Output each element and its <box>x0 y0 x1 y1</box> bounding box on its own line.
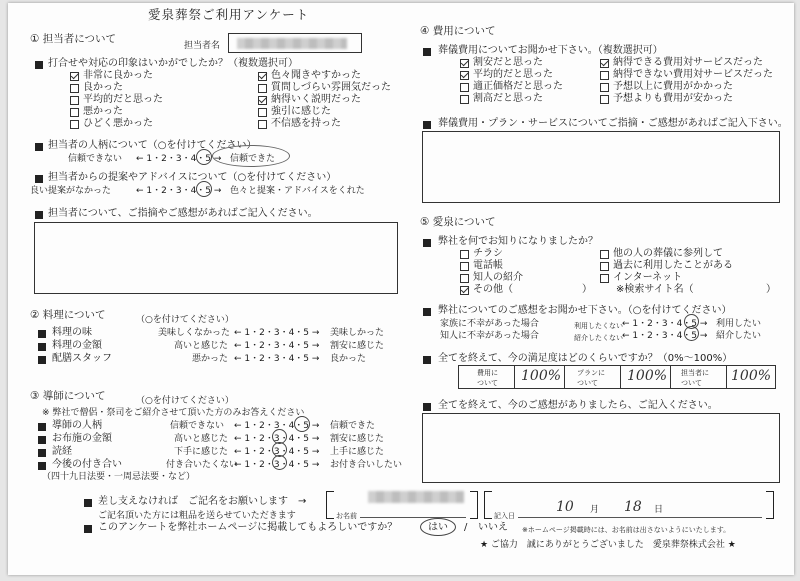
q-bullet <box>38 343 46 351</box>
s1-q4: 担当者について、ご指摘やご感想があればご記入ください。 <box>48 208 318 219</box>
s3-row2-scale[interactable]: ← 1・2・3・4・5 → <box>234 434 320 444</box>
day-value: 18 <box>624 499 642 515</box>
checkbox-easy-to-ask[interactable] <box>258 72 267 81</box>
s2-row1-left: 美味しくなかった <box>158 328 231 338</box>
s2-row3-scale[interactable]: ← 1・2・3・4・5 → <box>234 354 320 364</box>
opt-phonebook: 電話帳 <box>473 260 503 271</box>
answer-circle <box>420 518 456 536</box>
s1-heading: ① 担当者について <box>30 33 117 45</box>
thanks-line: ★ ご協力 誠にありがとうございました 愛泉葬祭株式会社 ★ <box>480 540 736 550</box>
checkbox-under-budget[interactable] <box>600 95 609 104</box>
s2-note: （○を付けてください） <box>136 315 234 325</box>
s1-q2-right: 信頼できた <box>230 154 276 164</box>
sat-plan-value: 100% <box>627 368 668 384</box>
s2-row3-right: 良かった <box>330 354 367 364</box>
s5-r2-label: 知人に不幸があった場合 <box>440 331 539 341</box>
opt-attended: 他の人の葬儀に参列して <box>613 248 723 259</box>
yes-no-slash: / <box>464 522 468 533</box>
opt-over-budget: 予想以上に費用がかかった <box>613 81 733 92</box>
opt-fair-price: 適正価格だと思った <box>473 81 563 92</box>
s3-row2-label: お布施の金額 <box>52 433 112 444</box>
answer-circle <box>294 416 310 432</box>
checkbox-referral[interactable] <box>460 274 469 283</box>
sat-staff-value: 100% <box>731 368 772 384</box>
date-bracket-left <box>484 491 492 519</box>
checkbox-distrust[interactable] <box>258 120 267 129</box>
s3-row4-scale[interactable]: ← 1・2・3・4・5 → <box>234 460 320 470</box>
s1-q3-scale[interactable]: ← 1・2・3・4・5 → <box>136 186 222 196</box>
checkbox-cheap[interactable] <box>460 59 469 68</box>
s3-row2-right: 割安に感じた <box>330 434 385 444</box>
s3-row4-right: お付き合いしたい <box>330 460 403 470</box>
sat-plan-l2: ついて <box>577 379 598 387</box>
checkbox-over-budget[interactable] <box>600 83 609 92</box>
s4-heading: ④ 費用について <box>420 25 496 37</box>
opt-hard-to-ask: 質問しづらい雰囲気だった <box>271 82 391 93</box>
checkbox-value-bad[interactable] <box>600 71 609 80</box>
satisfaction-table <box>458 365 776 389</box>
q-bullet <box>38 449 46 457</box>
month-value: 10 <box>556 499 574 515</box>
name-label: お名前 <box>336 512 357 520</box>
redacted-name <box>368 491 464 503</box>
checkbox-bad[interactable] <box>70 108 79 117</box>
opt-other: その他（ <box>473 284 513 295</box>
q-bullet <box>423 48 431 56</box>
answer-circle <box>196 149 212 165</box>
s5-q3: 全てを終えて、今の満足度はどのくらいですか？（0%～100%） <box>438 353 733 364</box>
s3-row3-left: 下手に感じた <box>174 447 229 457</box>
checkbox-hard-to-ask[interactable] <box>258 84 267 93</box>
checkbox-very-good[interactable] <box>70 72 79 81</box>
privacy-note: ※ホームページ掲載時には、お名前は出さないようにいたします。 <box>522 526 731 534</box>
sat-cost-value: 100% <box>521 368 562 384</box>
checkbox-internet[interactable] <box>600 274 609 283</box>
s5-q1: 弊社を何でお知りになりましたか？ <box>438 236 598 247</box>
q-bullet <box>423 403 431 411</box>
s5-q4: 全てを終えて、今のご感想がありましたら、ご記入ください。 <box>438 400 718 411</box>
q-bullet <box>423 356 431 364</box>
checkbox-fair-price[interactable] <box>460 83 469 92</box>
opt-very-bad: ひどく悪かった <box>83 118 153 129</box>
footer-line3: このアンケートを弊社ホームページに掲載してもよろしいですか？ <box>98 522 398 533</box>
s3-row2-left: 高いと感じた <box>174 434 229 444</box>
opt-distrust: 不信感を持った <box>271 118 341 129</box>
checkbox-good[interactable] <box>70 84 79 93</box>
s3-row1-right: 信頼できた <box>330 421 376 431</box>
sat-staff-l1: 担当者に <box>681 369 709 377</box>
checkbox-flyer[interactable] <box>460 250 469 259</box>
q-bullet <box>35 175 43 183</box>
opt-flyer: チラシ <box>473 248 503 259</box>
checkbox-convincing[interactable] <box>258 96 267 105</box>
opt-under-budget: 予想よりも費用が安かった <box>613 93 733 104</box>
s3-heading: ③ 導師について <box>30 390 106 402</box>
s2-row1-scale[interactable]: ← 1・2・3・4・5 → <box>234 328 320 338</box>
checkbox-avg-price[interactable] <box>460 71 469 80</box>
month-label: 月 <box>590 505 600 515</box>
s1-q3-right: 色々と提案・アドバイスをくれた <box>230 186 365 196</box>
opt-used-before: 過去に利用したことがある <box>613 260 733 271</box>
s5-r1-scale[interactable]: ← 1・2・3・4・5 → <box>622 319 708 329</box>
s1-q3-left: 良い提案がなかった <box>30 186 112 196</box>
q-bullet <box>38 356 46 364</box>
checkbox-average[interactable] <box>70 96 79 105</box>
opt-cheap: 割安だと思った <box>473 57 543 68</box>
s5-r2-scale[interactable]: ← 1・2・3・4・5 → <box>622 331 708 341</box>
no-option[interactable]: いいえ <box>478 522 508 533</box>
name-field[interactable] <box>360 517 466 518</box>
checkbox-very-bad[interactable] <box>70 120 79 129</box>
q-bullet <box>84 499 92 507</box>
q-bullet <box>423 308 431 316</box>
checkbox-expensive[interactable] <box>460 95 469 104</box>
q-bullet <box>38 330 46 338</box>
answer-circle <box>196 181 212 197</box>
s5-r1-label: 家族に不幸があった場合 <box>440 319 539 329</box>
s1-q2: 担当者の人柄について（○を付けてください） <box>48 140 257 151</box>
sat-cost-l2: ついて <box>477 379 498 387</box>
s2-row2-left: 高いと感じた <box>174 341 229 351</box>
checkbox-other[interactable] <box>460 286 469 295</box>
opt-referral: 知人の紹介 <box>473 272 523 283</box>
sat-plan-l1: プランに <box>577 369 605 377</box>
checkbox-pushy[interactable] <box>258 108 267 117</box>
yes-option[interactable]: はい <box>428 522 448 533</box>
s4-q2: 葬儀費用・プラン・サービスについてご指摘・ご感想があればご記入下さい。 <box>438 118 788 129</box>
s3-row1-label: 導師の人柄 <box>52 420 102 431</box>
q-bullet <box>35 61 43 69</box>
name-bracket-left <box>326 491 334 519</box>
name-bracket-right <box>470 491 478 519</box>
opt-bad: 悪かった <box>83 106 123 117</box>
s1-q2-scale[interactable]: ← 1・2・3・4・5 → <box>136 154 222 164</box>
s2-row2-label: 料理の金額 <box>52 340 102 351</box>
s5-r2-right: 紹介したい <box>716 331 762 341</box>
q-bullet <box>35 211 43 219</box>
answer-circle <box>212 145 290 167</box>
checkbox-attended[interactable] <box>600 250 609 259</box>
s2-row2-scale[interactable]: ← 1・2・3・4・5 → <box>234 341 320 351</box>
opt-expensive: 割高だと思った <box>473 93 543 104</box>
s3-row3-label: 読経 <box>52 446 72 457</box>
q-bullet <box>38 462 46 470</box>
date-label: 記入日 <box>494 512 515 520</box>
opt-avg-price: 平均的だと思った <box>473 69 553 80</box>
final-comment-box[interactable] <box>422 413 780 483</box>
q-bullet <box>84 525 92 533</box>
s3-row1-scale[interactable]: ← 1・2・3・4・5 → <box>234 421 320 431</box>
date-field[interactable] <box>518 517 762 518</box>
opt-pushy: 強引に感じた <box>271 106 331 117</box>
cost-comment-box[interactable] <box>422 131 780 203</box>
checkbox-used-before[interactable] <box>600 262 609 271</box>
staff-name-field[interactable] <box>228 33 362 53</box>
opt-very-good: 非常に良かった <box>83 70 153 81</box>
q-bullet <box>35 143 43 151</box>
s2-row1-label: 料理の味 <box>52 327 92 338</box>
footer-line1: 差し支えなければ ご記名をお願いします → <box>98 496 307 507</box>
checkbox-phonebook[interactable] <box>460 262 469 271</box>
s5-r2-left: 紹介したくない <box>574 334 623 342</box>
q-bullet <box>38 436 46 444</box>
s2-row3-left: 悪かった <box>192 354 229 364</box>
answer-circle <box>272 455 287 470</box>
s5-q2: 弊社についてのご感想をお聞かせ下さい。（○を付けてください） <box>438 305 732 316</box>
sheet-title: 愛泉葬祭ご利用アンケート <box>148 7 310 22</box>
opt-convincing: 納得いく説明だった <box>271 94 361 105</box>
s1-q1: 打合せや対応の印象はいかがでしたか？（複数選択可） <box>48 58 298 69</box>
s2-row3-label: 配膳スタッフ <box>52 353 112 364</box>
s3-row3-right: 上手に感じた <box>330 447 385 457</box>
opt-value-bad: 納得できない費用対サービスだった <box>613 69 773 80</box>
s1-q3: 担当者からの提案やアドバイスについて（○を付けてください） <box>48 172 337 183</box>
sat-cost-l1: 費用に <box>477 369 498 377</box>
s3-after-note: （四十九日法要・一周忌法要・など） <box>42 472 196 482</box>
opt-value-good: 納得できる費用対サービスだった <box>613 57 763 68</box>
s5-heading: ⑤ 愛泉について <box>420 216 496 228</box>
sat-staff-l2: ついて <box>681 379 702 387</box>
opt-internet: インターネット <box>613 272 683 283</box>
s5-r1-left: 利用したくない <box>574 322 623 330</box>
staff-name-label: 担当者名 <box>184 41 221 51</box>
q-bullet <box>423 239 431 247</box>
footer-line2: ご記名頂いた方には粗品を送らせていただきます <box>98 511 296 521</box>
s2-row1-right: 美味しかった <box>330 328 385 338</box>
s3-row4-left: 付き合いたくない <box>166 460 239 470</box>
search-site-label: ※検索サイト名（ <box>616 284 694 295</box>
checkbox-value-good[interactable] <box>600 59 609 68</box>
opt-average: 平均的だと思った <box>83 94 163 105</box>
s2-row2-right: 割安に感じた <box>330 341 385 351</box>
other-close-paren: ） <box>582 284 592 295</box>
survey-sheet <box>8 3 794 575</box>
opt-easy-to-ask: 色々聞きやすかった <box>271 70 361 81</box>
s3-row1-left: 信頼できない <box>170 421 225 431</box>
q-bullet <box>423 121 431 129</box>
staff-comment-box[interactable] <box>34 222 398 294</box>
s5-r1-right: 利用したい <box>716 319 762 329</box>
date-bracket-right <box>766 491 774 519</box>
s3-subnote: ※ 弊社で僧侶・祭司をご紹介させて頂いた方のみお答えください <box>42 408 305 418</box>
s3-row3-scale[interactable]: ← 1・2・3・4・5 → <box>234 447 320 457</box>
answer-circle <box>684 326 699 341</box>
s3-note: （○を付けてください） <box>136 396 234 406</box>
s4-q1: 葬儀費用についてお聞かせ下さい。（複数選択可） <box>438 45 663 56</box>
opt-good: 良かった <box>83 82 123 93</box>
day-label: 日 <box>654 505 664 515</box>
s1-q2-left: 信頼できない <box>68 154 123 164</box>
search-close-paren: ） <box>766 284 776 295</box>
s3-row4-label: 今後の付き合い <box>52 459 122 470</box>
q-bullet <box>38 423 46 431</box>
s2-heading: ② 料理について <box>30 309 106 321</box>
